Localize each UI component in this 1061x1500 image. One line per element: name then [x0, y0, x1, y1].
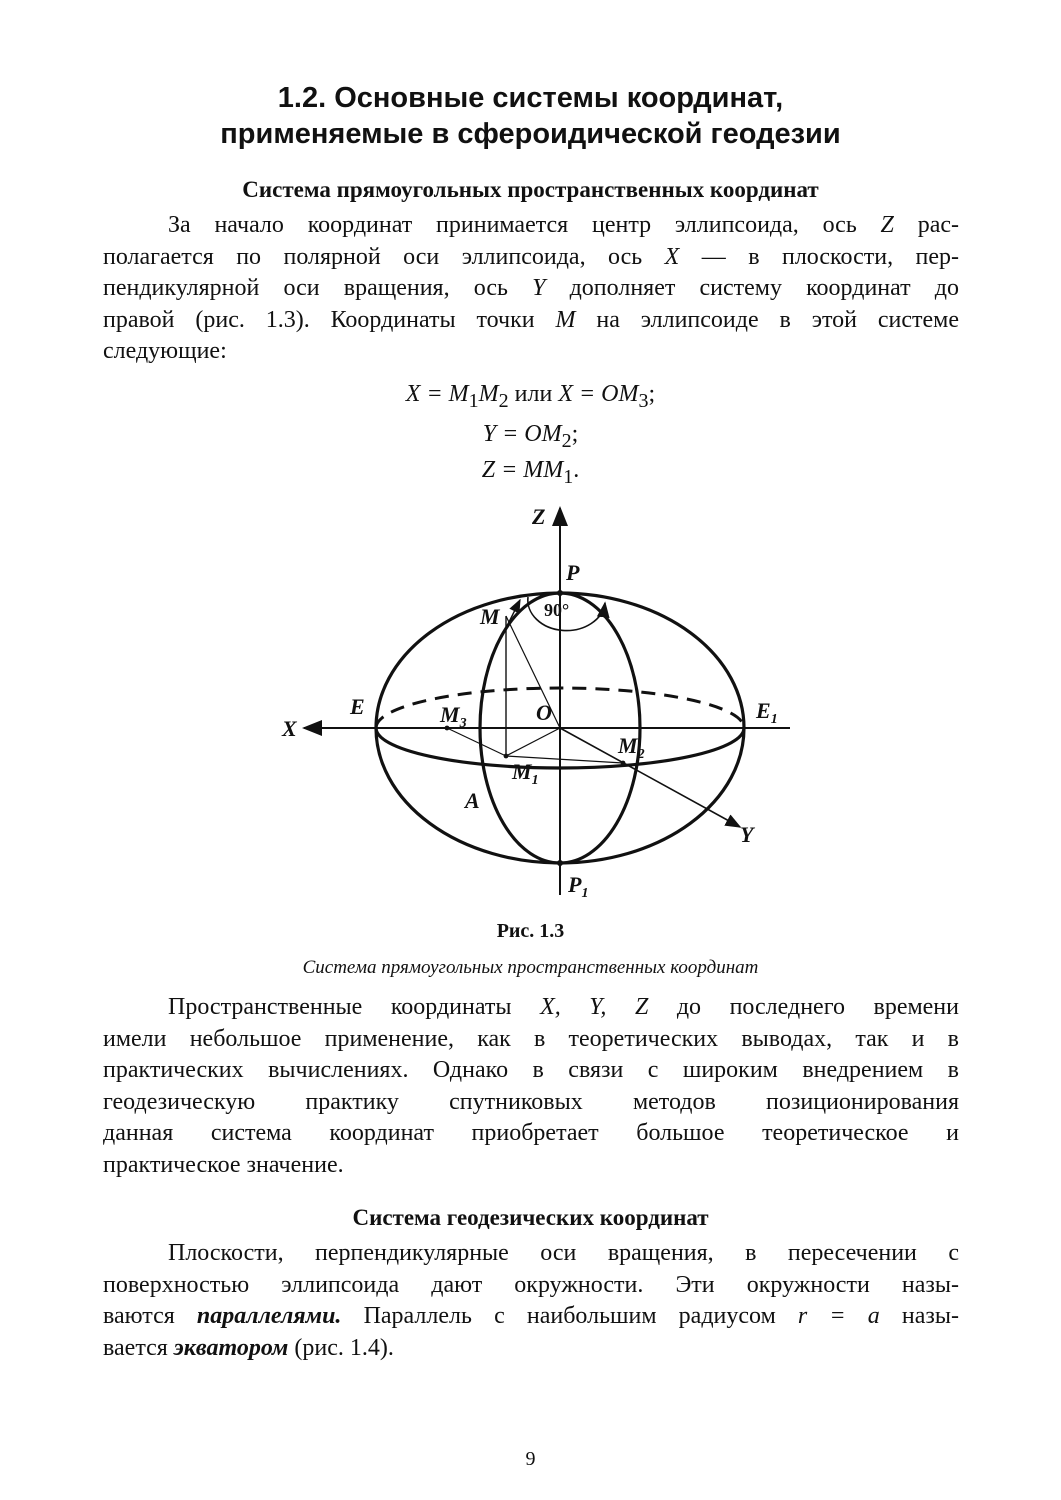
- m-to-o-line: [506, 616, 560, 728]
- label-e1: $E_1$: [756, 698, 778, 727]
- label-o: O: [536, 700, 552, 725]
- label-a: A: [465, 788, 480, 813]
- section-title: [0, 80, 1061, 152]
- label-p1: $P_1$: [568, 872, 589, 901]
- paragraph-line: полагается по полярной оси эллипсоида, ось X — в плоскости, пер-: [103, 243, 959, 270]
- label-x: X: [282, 716, 297, 741]
- label-m2: $M_2$: [618, 733, 645, 762]
- label-e: E: [350, 694, 365, 719]
- paragraph-geodetic: [103, 1238, 959, 1364]
- paragraph-line: имели небольшое применение, как в теоретических выводах, так и в: [103, 1025, 959, 1052]
- paragraph-line: вается экватором (рис. 1.4).: [103, 1334, 394, 1361]
- paragraph-line: поверхностью эллипсоида дают окружности. Эти окружности назы-: [103, 1271, 959, 1298]
- paragraph-line: За начало координат принимается центр эллипсоида, ось Z рас-: [168, 212, 959, 238]
- m1-to-o-line: [506, 728, 560, 756]
- paragraph-line: данная система координат приобретает большое теоретическое и: [103, 1120, 959, 1146]
- ellipsoid-diagram: [270, 500, 790, 910]
- label-y: Y: [740, 822, 754, 847]
- paragraph-line: следующие:: [103, 338, 227, 364]
- paragraph-line: практических вычислениях. Однако в связи с широким внедрением в: [103, 1057, 959, 1083]
- formula-y: $Y = OM_2$;: [482, 421, 579, 452]
- paragraph-line: пендикулярной оси вращения, ось Y дополняет систему координат до: [103, 275, 960, 301]
- title-line-1: 1.2. Основные системы координат,: [277, 82, 784, 114]
- subheading-rectangular: Система прямоугольных пространственных координат: [242, 177, 819, 202]
- figure-caption: Система прямоугольных пространственных координат: [302, 957, 759, 978]
- figure-number: Рис. 1.3: [496, 920, 565, 942]
- paragraph-spatial-coords: [103, 992, 959, 1181]
- title-line-2: применяемые в сфероидической геодезии: [220, 118, 841, 150]
- paragraph-line: ваются параллелями. Параллель с наибольшим радиусом r = a назы-: [103, 1303, 959, 1329]
- paragraph-line: практическое значение.: [103, 1151, 344, 1178]
- formula-x: $X = M_1M_2$ или $X = OM_3$;: [405, 381, 656, 412]
- y-axis: [560, 728, 740, 827]
- paragraph-line: Плоскости, перпендикулярные оси вращения, в пересечении с: [168, 1240, 959, 1266]
- label-p: P: [566, 560, 580, 585]
- page-number: 9: [525, 1448, 536, 1470]
- label-90deg: 90°: [544, 600, 570, 620]
- paragraph-line: правой (рис. 1.3). Координаты точки M на эллипсоиде в этой системе: [103, 306, 960, 333]
- formula-z: $Z = MM_1$.: [481, 457, 580, 488]
- label-m1: $M_1$: [512, 759, 539, 788]
- label-m3: $M_3$: [440, 702, 467, 731]
- m3-to-m1-line: [447, 728, 506, 756]
- label-z: Z: [532, 504, 546, 529]
- label-m: M: [480, 604, 500, 629]
- subheading-geodetic: Система геодезических координат: [352, 1205, 709, 1230]
- paragraph-rectangular-intro: [103, 210, 959, 368]
- paragraph-line: геодезическую практику спутниковых методов позиционирования: [103, 1088, 959, 1115]
- paragraph-line: Пространственные координаты X, Y, Z до последнего времени: [168, 994, 959, 1020]
